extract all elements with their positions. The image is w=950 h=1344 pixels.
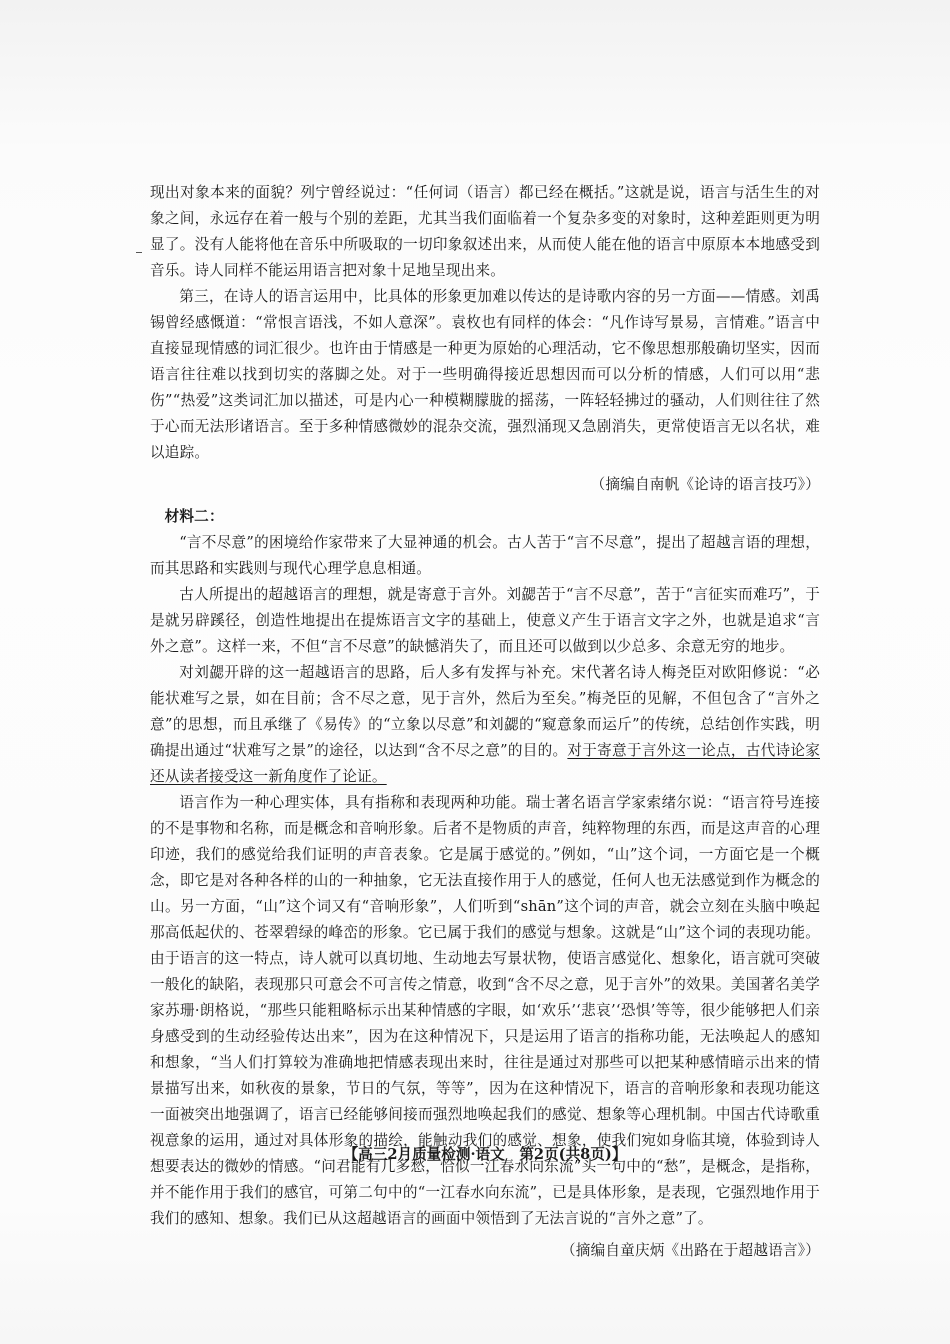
material1-source: （摘编自南帆《论诗的语言技巧》） (590, 476, 820, 493)
underlined-sentence: 对于寄意于言外这一论点，古代诗论家还从读者接受这一新角度作了论证。 (150, 742, 820, 785)
material2-paragraph-2: 古人所提出的超越语言的理想，就是寄意于言外。刘勰苦于“言不尽意”，苦于“言征实而难巧”，于是就另辟蹊径，创造性地提出在提炼语言文字的基础上，使意义产生于语言文字之外，也就是追求“言外之意”。这样一来，不但“言不尽意”的缺憾消失了，而且还可以做到以少总多、余意无穷的地步。 (150, 586, 820, 655)
page-content (150, 180, 820, 1268)
page-footer: 【高三2月质量检测·语文 第2页(共8页)】 (343, 1146, 627, 1163)
material1-paragraph-2: 第三，在诗人的语言运用中，比具体的形象更加难以传达的是诗歌内容的另一方面——情感。刘禹锡曾经感慨道：“常恨言语浅，不如人意深”。袁枚也有同样的体会：“凡作诗写景易，言情难。”语言中直接显现情感的词汇很少。也许由于情感是一种更为原始的心理活动，它不像思想那般确切坚实，因而语言往往难以找到切实的落脚之处。对于一些明确得接近思想因而可以分析的情感，人们可以用“悲伤”“热爱”这类词汇加以描述，可是内心一种模糊朦胧的摇荡，一阵轻轻拂过的骚动，人们则往往了然于心而无法形诸语言。至于多种情感微妙的混杂交流，强烈涌现又急剧消失，更常使语言无以名状，难以追踪。 (150, 288, 820, 461)
material2-paragraph-1: “言不尽意”的困境给作家带来了大显神通的机会。古人苦于“言不尽意”，提出了超越言语的理想，而其思路和实践则与现代心理学息息相通。 (150, 534, 820, 577)
material1-paragraph-1: 现出对象本来的面貌？列宁曾经说过：“任何词（语言）都已经在概括。”这就是说，语言与活生生的对象之间，永远存在着一般与个别的差距，尤其当我们面临着一个复杂多变的对象时，这种差距则更为明显了。没有人能将他在音乐中所吸取的一切印象叙述出来，从而使人能在他的语言中原原本本地感受到音乐。诗人同样不能运用语言把对象十足地呈现出来。 (150, 184, 820, 279)
material2-paragraph-4: 语言作为一种心理实体，具有指称和表现两种功能。瑞士著名语言学家索绪尔说：“语言符号连接的不是事物和名称，而是概念和音响形象。后者不是物质的声音，纯粹物理的东西，而是这声音的心理印迹，我们的感觉给我们证明的声音表象。它是属于感觉的。”例如，“山”这个词，一方面它是一个概念，即它是对各种各样的山的一种抽象，它无法直接作用于人的感觉，任何人也无法感觉到作为概念的山。另一方面，“山”这个词又有“音响形象”，人们听到“shān”这个词的声音，就会立刻在头脑中唤起那高低起伏的、苍翠碧绿的峰峦的形象。它已属于我们的感觉与想象。这就是“山”这个词的表现功能。由于语言的这一特点，诗人就可以真切地、生动地去写景状物，使语言感觉化、想象化，语言就可突破一般化的缺陷，表现那只可意会不可言传之情意，收到“含不尽之意，见于言外”的效果。美国著名美学家苏珊·朗格说，“那些只能粗略标示出某种情感的字眼，如‘欢乐’‘悲哀’‘恐惧’等等，很少能够把人们亲身感受到的生动经验传达出来”，因为在这种情况下，只是运用了语言的指称功能，无法唤起人的感知和想象，“当人们打算较为准确地把情感表现出来时，往往是通过对那些可以把某种感情暗示出来的情景描写出来，如秋夜的景象，节日的气氛，等等”，因为在这种情况下，语言的音响形象和表现功能这一面被突出地强调了，语言已经能够间接而强烈地唤起我们的感觉、想象等心理机制。中国古代诗歌重视意象的运用，通过对具体形象的描绘，能触动我们的感觉、想象，使我们宛如身临其境，体验到诗人想要表达的微妙的情感。“问君能有几多愁，恰似一江春水向东流”头一句中的“愁”，是概念，是指称，并不能作用于我们的感官，可第二句中的“一江春水向东流”，已是具体形象，是表现，它强烈地作用于我们的感知、想象。我们已从这超越语言的画面中领悟到了无法言说的“言外之意”了。 (150, 794, 820, 1227)
material2-source: （摘编自童庆炳《出路在于超越语言》） (561, 1242, 820, 1259)
material2-heading: 材料二： (164, 508, 224, 525)
scan-mark (136, 252, 142, 253)
material2-paragraph-3-text: 对刘勰开辟的这一超越语言的思路，后人多有发挥与补充。宋代著名诗人梅尧臣对欧阳修说：“必能状难写之景，如在目前；含不尽之意，见于言外，然后为至矣。”梅尧臣的见解，不但包含了“言外之意”的思想，而且承继了《易传》的“立象以尽意”和刘勰的“窥意象而运斤”的传统，总结创作实践，明确提出通过“状难写之景”的途径，以达到“含不尽之意”的目的。 (150, 664, 820, 759)
material2-paragraph-3 (150, 660, 820, 790)
